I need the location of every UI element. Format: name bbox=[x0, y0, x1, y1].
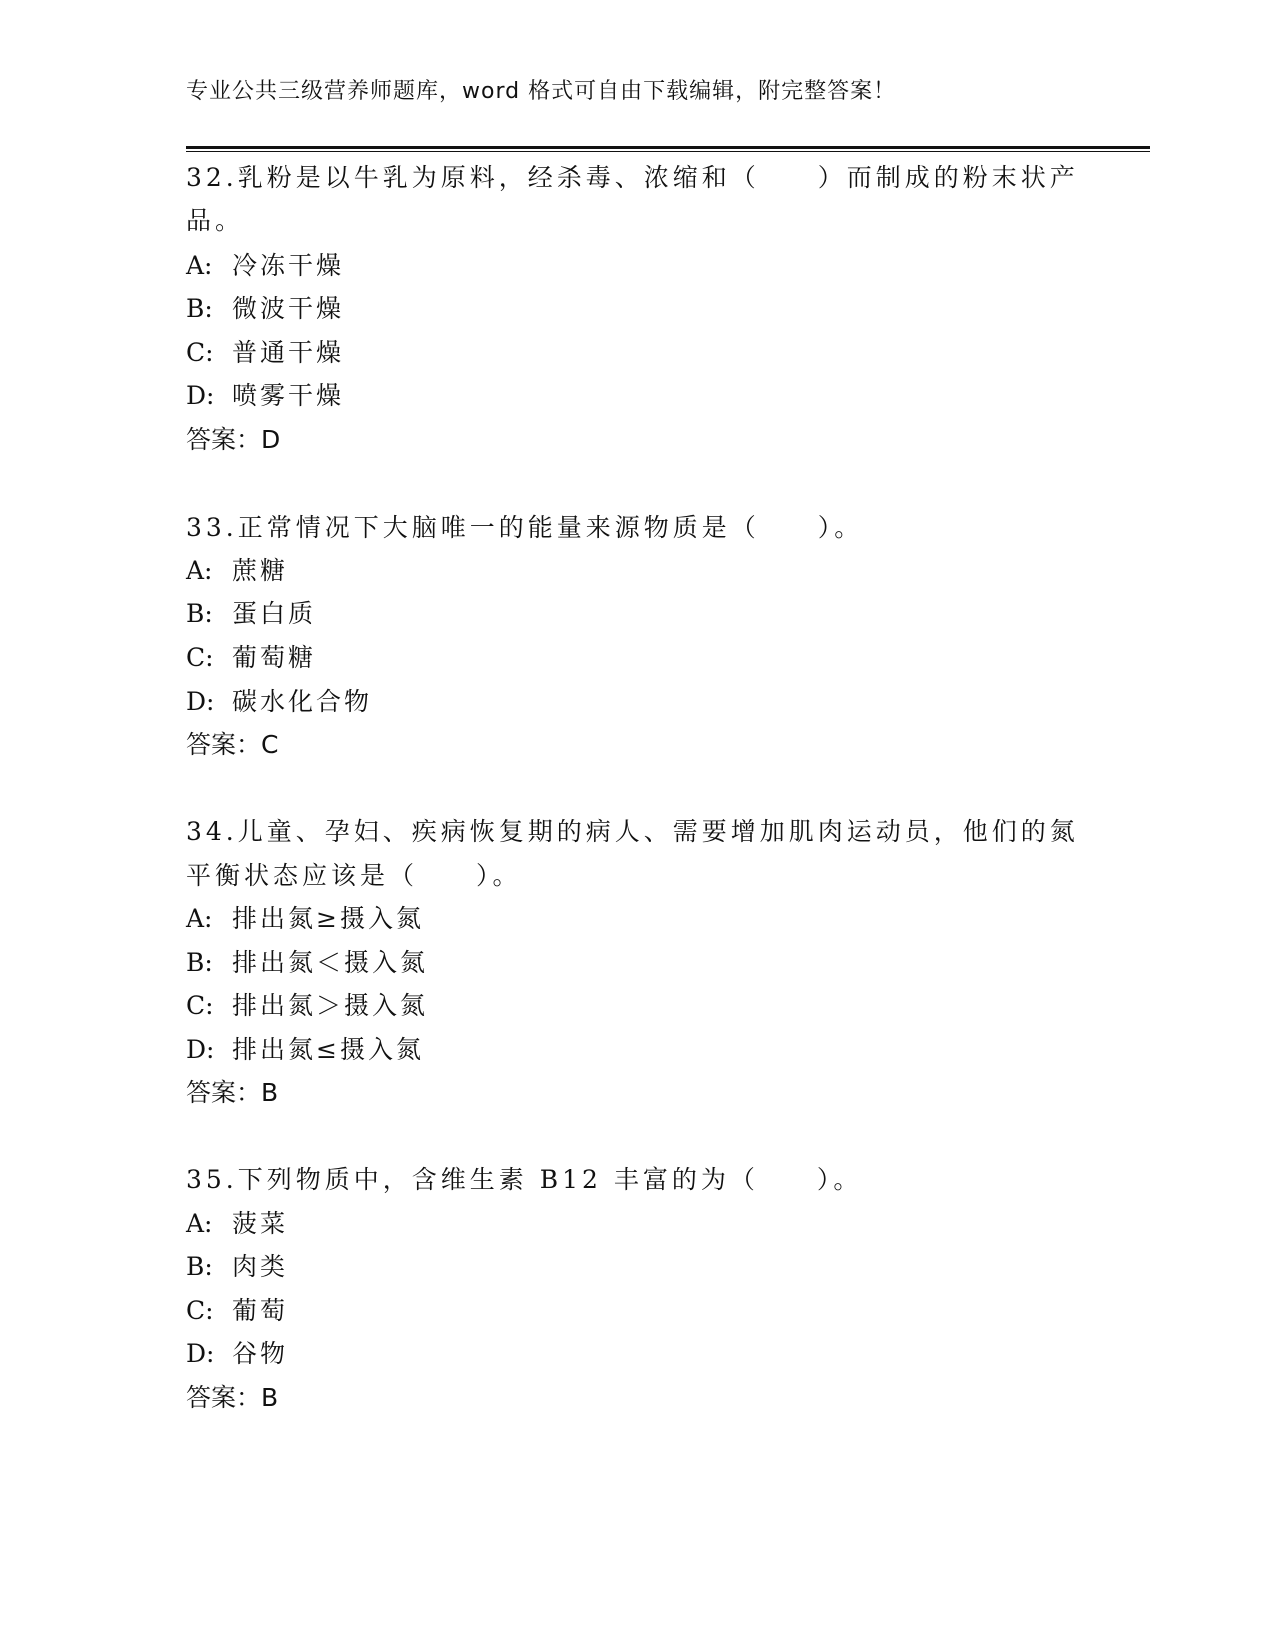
option-key: A: bbox=[186, 904, 213, 933]
option-key: B: bbox=[186, 948, 213, 977]
option-text: 排出氮≤摄入氮 bbox=[232, 1035, 424, 1064]
question-32-option-c bbox=[186, 333, 344, 369]
question-33-option-d bbox=[186, 682, 372, 718]
header-rule-thin bbox=[186, 151, 1150, 152]
question-32-text-line1: 32.乳粉是以牛乳为原料，经杀毒、浓缩和（ ）而制成的粉末状产 bbox=[186, 163, 1079, 192]
option-text: 葡萄 bbox=[232, 1296, 289, 1325]
question-34-option-b bbox=[186, 943, 428, 979]
question-35-option-c bbox=[186, 1291, 288, 1327]
question-32-text-line2: 品。 bbox=[186, 206, 245, 235]
question-34-option-d bbox=[186, 1030, 424, 1066]
question-34-option-a bbox=[186, 899, 424, 935]
option-text: 排出氮＞摄入氮 bbox=[232, 991, 429, 1020]
question-35-option-b bbox=[186, 1247, 288, 1283]
question-32-answer: 答案：D bbox=[186, 425, 281, 454]
option-text: 排出氮＜摄入氮 bbox=[232, 948, 429, 977]
option-key: D: bbox=[186, 687, 215, 716]
option-key: A: bbox=[186, 251, 213, 280]
option-text: 蛋白质 bbox=[232, 599, 317, 628]
option-key: C: bbox=[186, 991, 214, 1020]
option-key: C: bbox=[186, 338, 214, 367]
option-key: A: bbox=[186, 556, 213, 585]
option-key: C: bbox=[186, 1296, 214, 1325]
option-text: 排出氮≥摄入氮 bbox=[232, 904, 424, 933]
option-key: B: bbox=[186, 294, 213, 323]
question-32-option-b bbox=[186, 289, 344, 325]
option-text: 冷冻干燥 bbox=[232, 251, 345, 280]
option-text: 谷物 bbox=[232, 1339, 289, 1368]
option-text: 蔗糖 bbox=[232, 556, 289, 585]
option-key: A: bbox=[186, 1209, 213, 1238]
option-text: 肉类 bbox=[232, 1252, 289, 1281]
page-header-text: 专业公共三级营养师题库，word 格式可自由下载编辑，附完整答案！ bbox=[186, 79, 897, 104]
question-32-option-a bbox=[186, 246, 344, 282]
question-33-option-b bbox=[186, 594, 316, 630]
question-35-option-a bbox=[186, 1204, 288, 1240]
question-33-option-c bbox=[186, 638, 316, 674]
option-key: B: bbox=[186, 1252, 213, 1281]
question-35-option-d bbox=[186, 1334, 288, 1370]
question-35-text-line1: 35.下列物质中，含维生素 B12 丰富的为（ ）。 bbox=[186, 1165, 863, 1194]
option-key: C: bbox=[186, 643, 214, 672]
option-text: 喷雾干燥 bbox=[232, 381, 345, 410]
question-33-text-line1: 33.正常情况下大脑唯一的能量来源物质是（ ）。 bbox=[186, 513, 864, 542]
option-text: 微波干燥 bbox=[232, 294, 345, 323]
option-text: 碳水化合物 bbox=[232, 687, 373, 716]
option-key: D: bbox=[186, 381, 215, 410]
question-33-option-a bbox=[186, 551, 288, 587]
option-key: D: bbox=[186, 1035, 215, 1064]
question-32-option-d bbox=[186, 376, 344, 412]
header-rule-thick bbox=[186, 146, 1150, 149]
question-34-answer: 答案：B bbox=[186, 1078, 279, 1107]
option-key: D: bbox=[186, 1339, 215, 1368]
option-text: 菠菜 bbox=[232, 1209, 289, 1238]
question-34-option-c bbox=[186, 986, 428, 1022]
option-key: B: bbox=[186, 599, 213, 628]
question-35-answer: 答案：B bbox=[186, 1383, 279, 1412]
question-34-text-line2: 平衡状态应该是（ ）。 bbox=[186, 861, 522, 890]
option-text: 葡萄糖 bbox=[232, 643, 317, 672]
option-text: 普通干燥 bbox=[232, 338, 345, 367]
question-34-text-line1: 34.儿童、孕妇、疾病恢复期的病人、需要增加肌肉运动员，他们的氮 bbox=[186, 817, 1079, 846]
question-33-answer: 答案：C bbox=[186, 730, 279, 759]
